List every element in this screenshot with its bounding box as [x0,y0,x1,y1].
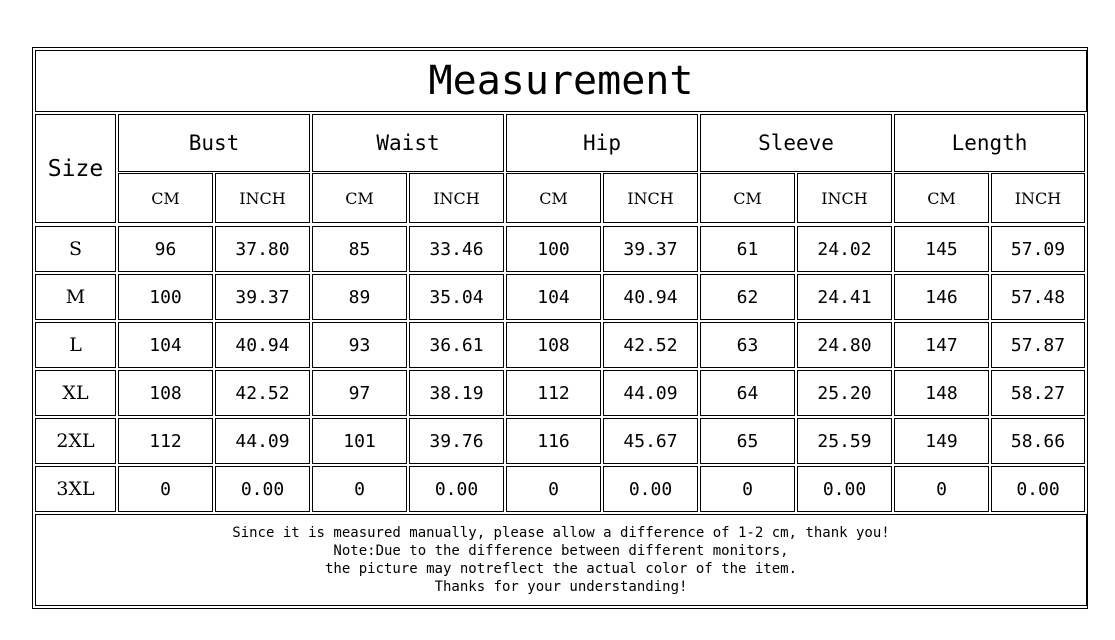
table-title: Measurement [35,50,1087,112]
measurement-value: 40.94 [215,322,310,368]
measurement-value: 0 [894,466,989,512]
unit-header-cm: CM [118,173,213,223]
measurement-value: 42.52 [215,370,310,416]
measurement-value: 57.48 [991,274,1085,320]
unit-header-inch: INCH [603,173,698,223]
measurement-value: 42.52 [603,322,698,368]
unit-header-inch: INCH [797,173,892,223]
notes-box [35,514,1087,606]
size-label: 3XL [35,466,116,512]
measurement-value: 108 [506,322,601,368]
size-label: S [35,226,116,272]
measurement-value: 24.02 [797,226,892,272]
measurement-value: 44.09 [215,418,310,464]
measurement-value: 33.46 [409,226,504,272]
measurement-value: 145 [894,226,989,272]
measurement-value: 0 [700,466,795,512]
measurement-value: 57.09 [991,226,1085,272]
measurement-value: 38.19 [409,370,504,416]
group-header-length: Length [894,114,1085,172]
measurement-value: 100 [506,226,601,272]
measurement-value: 65 [700,418,795,464]
measurement-value: 37.80 [215,226,310,272]
note-line: the picture may notreflect the actual color of the item. [324,561,797,577]
measurement-value: 63 [700,322,795,368]
group-header-hip: Hip [506,114,698,172]
unit-header-cm: CM [506,173,601,223]
measurement-value: 100 [118,274,213,320]
unit-header-cm: CM [700,173,795,223]
measurement-value: 25.20 [797,370,892,416]
measurement-value: 61 [700,226,795,272]
measurement-value: 101 [312,418,407,464]
group-header-sleeve: Sleeve [700,114,892,172]
unit-header-inch: INCH [215,173,310,223]
size-label: 2XL [35,418,116,464]
measurement-value: 58.66 [991,418,1085,464]
measurement-value: 0 [118,466,213,512]
measurement-value: 0.00 [215,466,310,512]
measurement-value: 24.41 [797,274,892,320]
size-label: XL [35,370,116,416]
note-line: Thanks for your understanding! [434,579,688,595]
unit-header-inch: INCH [409,173,504,223]
measurement-value: 112 [118,418,213,464]
unit-header-cm: CM [894,173,989,223]
measurement-value: 96 [118,226,213,272]
measurement-value: 24.80 [797,322,892,368]
measurement-value: 45.67 [603,418,698,464]
size-column-header: Size [35,114,116,223]
measurement-value: 40.94 [603,274,698,320]
measurement-value: 116 [506,418,601,464]
measurement-value: 0 [506,466,601,512]
measurement-value: 147 [894,322,989,368]
group-header-bust: Bust [118,114,310,172]
measurement-value: 104 [506,274,601,320]
measurement-value: 64 [700,370,795,416]
measurement-value: 39.76 [409,418,504,464]
measurement-value: 62 [700,274,795,320]
note-line: Note:Due to the difference between different monitors, [333,543,789,559]
measurement-value: 85 [312,226,407,272]
measurement-value: 25.59 [797,418,892,464]
measurement-value: 146 [894,274,989,320]
measurement-value: 97 [312,370,407,416]
measurement-value: 57.87 [991,322,1085,368]
size-label: L [35,322,116,368]
measurement-value: 112 [506,370,601,416]
measurement-value: 89 [312,274,407,320]
measurement-value: 35.04 [409,274,504,320]
measurement-value: 148 [894,370,989,416]
measurement-value: 108 [118,370,213,416]
size-label: M [35,274,116,320]
measurement-value: 36.61 [409,322,504,368]
measurement-value: 0 [312,466,407,512]
group-header-waist: Waist [312,114,504,172]
measurement-value: 0.00 [797,466,892,512]
unit-header-inch: INCH [991,173,1085,223]
measurement-value: 58.27 [991,370,1085,416]
measurement-value: 0.00 [991,466,1085,512]
measurement-value: 39.37 [215,274,310,320]
measurement-value: 0.00 [603,466,698,512]
measurement-value: 44.09 [603,370,698,416]
measurement-value: 39.37 [603,226,698,272]
unit-header-cm: CM [312,173,407,223]
measurement-value: 93 [312,322,407,368]
measurement-value: 104 [118,322,213,368]
measurement-value: 149 [894,418,989,464]
measurement-value: 0.00 [409,466,504,512]
note-line: Since it is measured manually, please allow a difference of 1-2 cm, thank you! [232,525,890,541]
